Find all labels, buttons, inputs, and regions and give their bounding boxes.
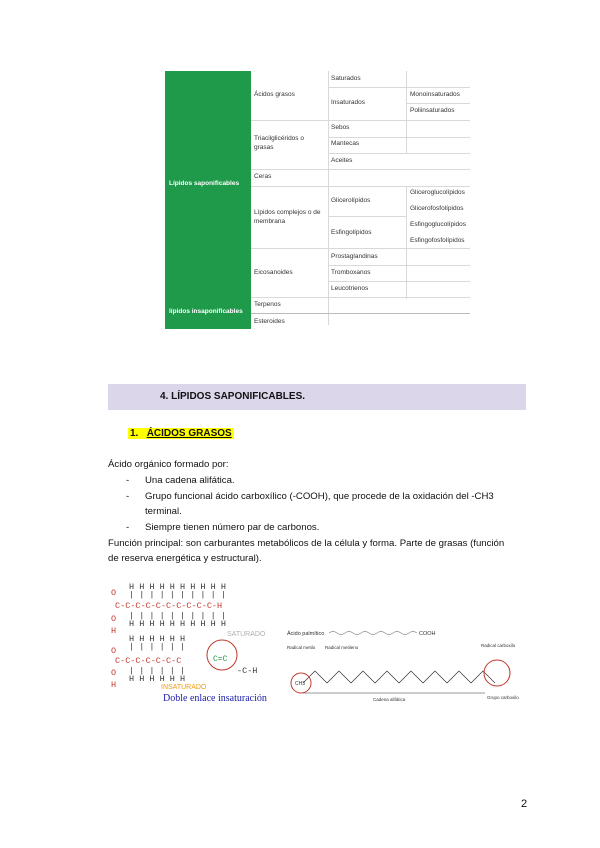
triacilgliceridos-cell: Triacilglicéridos o grasas	[254, 135, 304, 151]
insaturado-label: INSATURADO	[161, 684, 207, 691]
svg-text:O: O	[111, 614, 117, 624]
gliceroglucolipidos-cell: Gliceroglucolípidos	[410, 189, 465, 196]
fatty-acid-structures-figure	[109, 583, 291, 708]
saponificables-label: Lípidos saponificables	[169, 180, 240, 187]
funcion-line-1: Función principal: son carburantes metabólicos de la célula y forma. Parte de grasas (función	[108, 538, 505, 549]
poliinsaturados-cell: Poliinsaturados	[410, 107, 455, 114]
svg-text:H H H H H H H H H H: H H H H H H H H H H	[129, 619, 226, 629]
svg-text:C-C-C-C-C-C-C-C-C-C-H: C-C-C-C-C-C-C-C-C-C-H	[115, 601, 223, 611]
bullet-dash-2: -	[126, 491, 130, 502]
sebos-cell: Sebos	[331, 124, 350, 131]
svg-text:C-C-C-C-C-C-C: C-C-C-C-C-C-C	[115, 656, 182, 666]
glicerofosfolipidos-cell: Glicerofosfolípidos	[410, 205, 464, 212]
svg-text:-C-H: -C-H	[237, 666, 258, 676]
radical-metileno-label: Radical metileno	[325, 645, 359, 650]
green-category-column	[165, 71, 251, 329]
esteroides-cell: Esteroides	[254, 318, 285, 325]
radical-metilo-label: Radical metilo	[287, 645, 316, 650]
eicosanoides-cell: Eicosanoides	[254, 269, 293, 276]
grupo-carboxilo-label: Grupo carboxilo	[487, 695, 519, 700]
subheading-number: 1.	[130, 428, 139, 439]
svg-text:O: O	[111, 588, 117, 598]
svg-text:H H H H H H: H H H H H H	[129, 634, 186, 644]
svg-text:H: H	[111, 680, 117, 690]
esfingofosfolipidos-cell: Esfingofosfolípidos	[410, 237, 465, 244]
svg-text:| | | | | | | | | |: | | | | | | | | | |	[129, 590, 226, 600]
insaturados-cell: Insaturados	[331, 99, 365, 106]
svg-text:C=C: C=C	[213, 655, 228, 664]
section-heading: 4. LÍPIDOS SAPONIFICABLES.	[160, 391, 306, 402]
bullet-1: Una cadena alifática.	[145, 475, 235, 486]
svg-text:H H H H H H: H H H H H H	[129, 674, 186, 684]
palmitic-acid-figure	[285, 625, 525, 705]
cadena-alifatica-label: Cadena alifática	[373, 697, 406, 702]
glicerolipidos-cell: Glicerolípidos	[331, 197, 371, 204]
palmitico-title: Ácido palmítico	[287, 631, 325, 637]
esfingolipidos-cell: Esfingolípidos	[331, 229, 372, 236]
funcion-line-2: de reserva energética y estructural).	[108, 553, 262, 564]
aceites-cell: Aceites	[331, 157, 353, 164]
lipidos-membrana-cell: Lípidos complejos o de membrana	[254, 209, 321, 225]
ceras-cell: Ceras	[254, 173, 272, 180]
palmitic-acid-svg	[285, 625, 525, 705]
intro-paragraph: Ácido orgánico formado por:	[108, 459, 229, 470]
bullet-dash-1: -	[126, 475, 130, 486]
saturado-label: SATURADO	[227, 631, 266, 638]
saturados-cell: Saturados	[331, 75, 361, 82]
svg-text:H H H H H H H H H H: H H H H H H H H H H	[129, 583, 226, 592]
svg-text:O: O	[111, 668, 117, 678]
insaponificables-label: lípidos insaponificables	[169, 308, 243, 315]
bullet-2-cont: terminal.	[145, 506, 182, 517]
lipid-classification-table	[165, 71, 470, 329]
monoinsaturados-cell: Monoinsaturados	[410, 91, 460, 98]
bullet-3: Siempre tienen número par de carbonos.	[145, 522, 320, 533]
bullet-2: Grupo funcional ácido carboxílico (-COOH), que procede de la oxidación del -CH3	[145, 491, 494, 502]
esfingoglucolipidos-cell: Esfingoglucolípidos	[410, 221, 467, 228]
svg-text:H: H	[111, 626, 117, 636]
terpenos-cell: Terpenos	[254, 301, 281, 308]
bullet-dash-3: -	[126, 522, 130, 533]
fatty-acid-structures-svg	[109, 583, 291, 708]
svg-text:| | | | | |: | | | | | |	[129, 642, 186, 652]
mantecas-cell: Mantecas	[331, 140, 360, 147]
tromboxanos-cell: Tromboxanos	[331, 269, 371, 276]
svg-text:| | | | | | | | | |: | | | | | | | | | |	[129, 611, 226, 621]
svg-text:| | | | | |: | | | | | |	[129, 666, 186, 676]
radical-carboxilo-label: Radical carboxilo	[481, 643, 516, 648]
doble-enlace-caption: Doble enlace insaturación	[163, 693, 267, 704]
svg-text:O: O	[111, 646, 117, 656]
page-number: 2	[521, 798, 528, 810]
prostaglandinas-cell: Prostaglandinas	[331, 253, 378, 260]
ch3-label: CH3	[295, 681, 306, 687]
subheading-text: ÁCIDOS GRASOS	[146, 428, 232, 439]
leucotrienos-cell: Leucotrienos	[331, 285, 369, 292]
subheading-acidos-grasos	[128, 428, 234, 439]
cooh-label: COOH	[419, 631, 436, 637]
acidos-grasos-cell: Ácidos grasos	[254, 91, 295, 98]
